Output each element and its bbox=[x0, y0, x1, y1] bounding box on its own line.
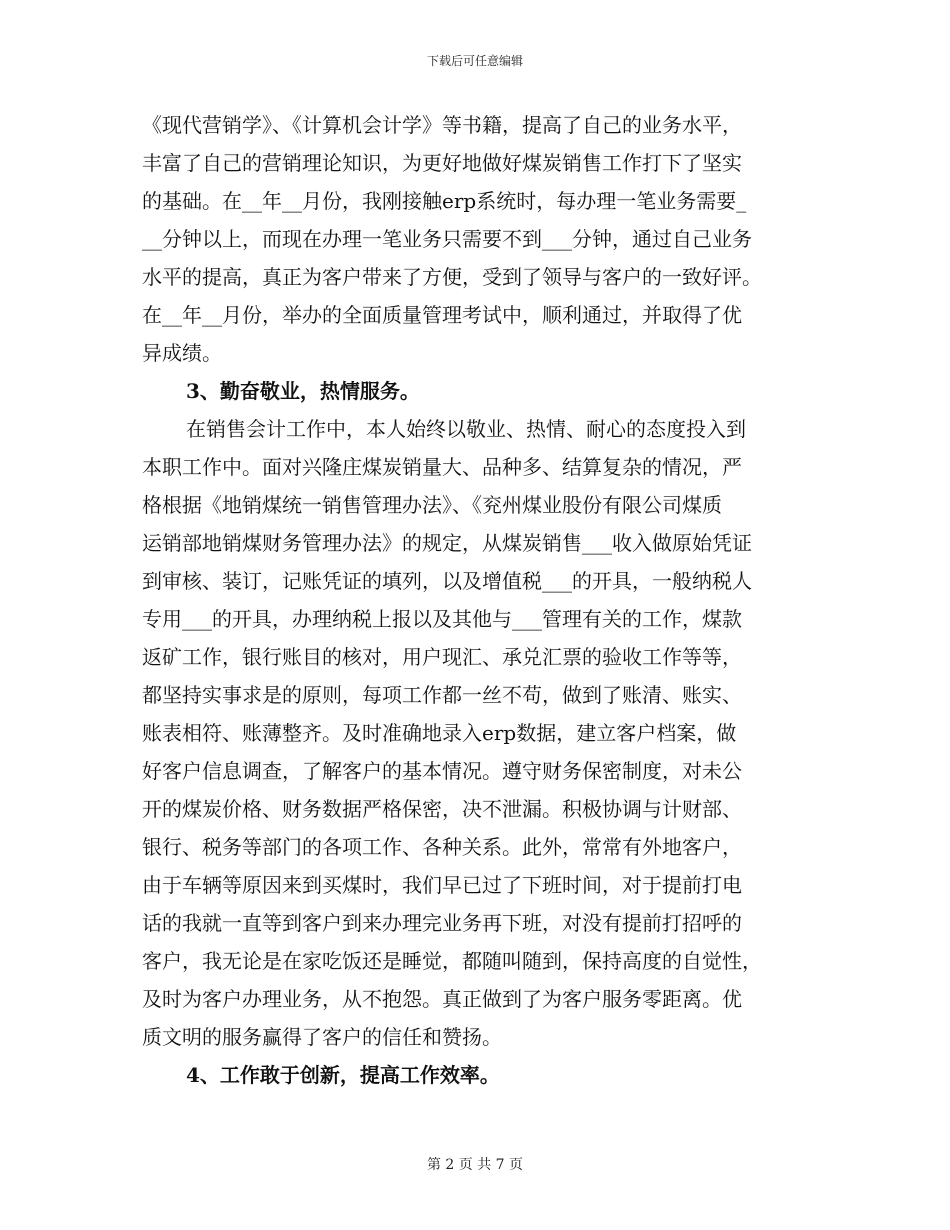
body-line: 格根据《地销煤统一销售管理办法》、《兖州煤业股份有限公司煤质 bbox=[142, 493, 722, 517]
body-line: 都坚持实事求是的原则，每项工作都一丝不苟，做到了账清、账实、 bbox=[142, 683, 742, 707]
body-line: 质文明的服务赢得了客户的信任和赞扬。 bbox=[142, 1025, 502, 1049]
body-line: 客户，我无论是在家吃饭还是睡觉，都随叫随到，保持高度的自觉性， bbox=[142, 949, 762, 973]
body-line: 《现代营销学》、《计算机会计学》等书籍，提高了自己的业务水平， bbox=[142, 113, 742, 137]
body-line: 由于车辆等原因来到买煤时，我们早已过了下班时间，对于提前打电 bbox=[142, 873, 742, 897]
body-line: 的基础。在__年__月份，我刚接触erp系统时，每办理一笔业务需要_ bbox=[142, 189, 747, 213]
body-line: 好客户信息调查，了解客户的基本情况。遵守财务保密制度，对未公 bbox=[142, 759, 742, 783]
body-line: 银行、税务等部门的各项工作、各种关系。此外，常常有外地客户， bbox=[142, 835, 742, 859]
body-line: 到审核、装订，记账凭证的填列，以及增值税___的开具，一般纳税人 bbox=[142, 569, 752, 593]
page-header: 下载后可任意编辑 bbox=[426, 54, 523, 68]
body-line: 运销部地销煤财务管理办法》的规定，从煤炭销售___收入做原始凭证 bbox=[142, 531, 752, 555]
section-heading: 3、勤奋敬业，热情服务。 bbox=[186, 379, 420, 403]
body-line: 在__年__月份，举办的全面质量管理考试中，顺利通过，并取得了优 bbox=[142, 303, 742, 327]
body-line: 丰富了自己的营销理论知识，为更好地做好煤炭销售工作打下了坚实 bbox=[142, 151, 742, 175]
body-line: 水平的提高，真正为客户带来了方便，受到了领导与客户的一致好评。 bbox=[142, 265, 762, 289]
body-line: 开的煤炭价格、财务数据严格保密，决不泄漏。积极协调与计财部、 bbox=[142, 797, 742, 821]
body-line: 在销售会计工作中，本人始终以敬业、热情、耐心的态度投入到 bbox=[186, 417, 746, 441]
body-line: 本职工作中。面对兴隆庄煤炭销量大、品种多、结算复杂的情况，严 bbox=[142, 455, 742, 479]
body-line: 返矿工作，银行账目的核对，用户现汇、承兑汇票的验收工作等等， bbox=[142, 645, 742, 669]
body-line: 话的我就一直等到客户到来办理完业务再下班，对没有提前打招呼的 bbox=[142, 911, 742, 935]
body-line: __分钟以上，而现在办理一笔业务只需要不到___分钟，通过自己业务 bbox=[142, 227, 752, 251]
body-line: 账表相符、账薄整齐。及时准确地录入erp数据，建立客户档案，做 bbox=[142, 721, 737, 745]
body-line: 及时为客户办理业务，从不抱怨。真正做到了为客户服务零距离。优 bbox=[142, 987, 742, 1011]
section-heading: 4、工作敢于创新，提高工作效率。 bbox=[186, 1063, 500, 1087]
page-number: 第 2 页 共 7 页 bbox=[426, 1157, 524, 1173]
body-line: 异成绩。 bbox=[142, 341, 222, 365]
body-line: 专用___的开具，办理纳税上报以及其他与___管理有关的工作，煤款 bbox=[142, 607, 742, 631]
